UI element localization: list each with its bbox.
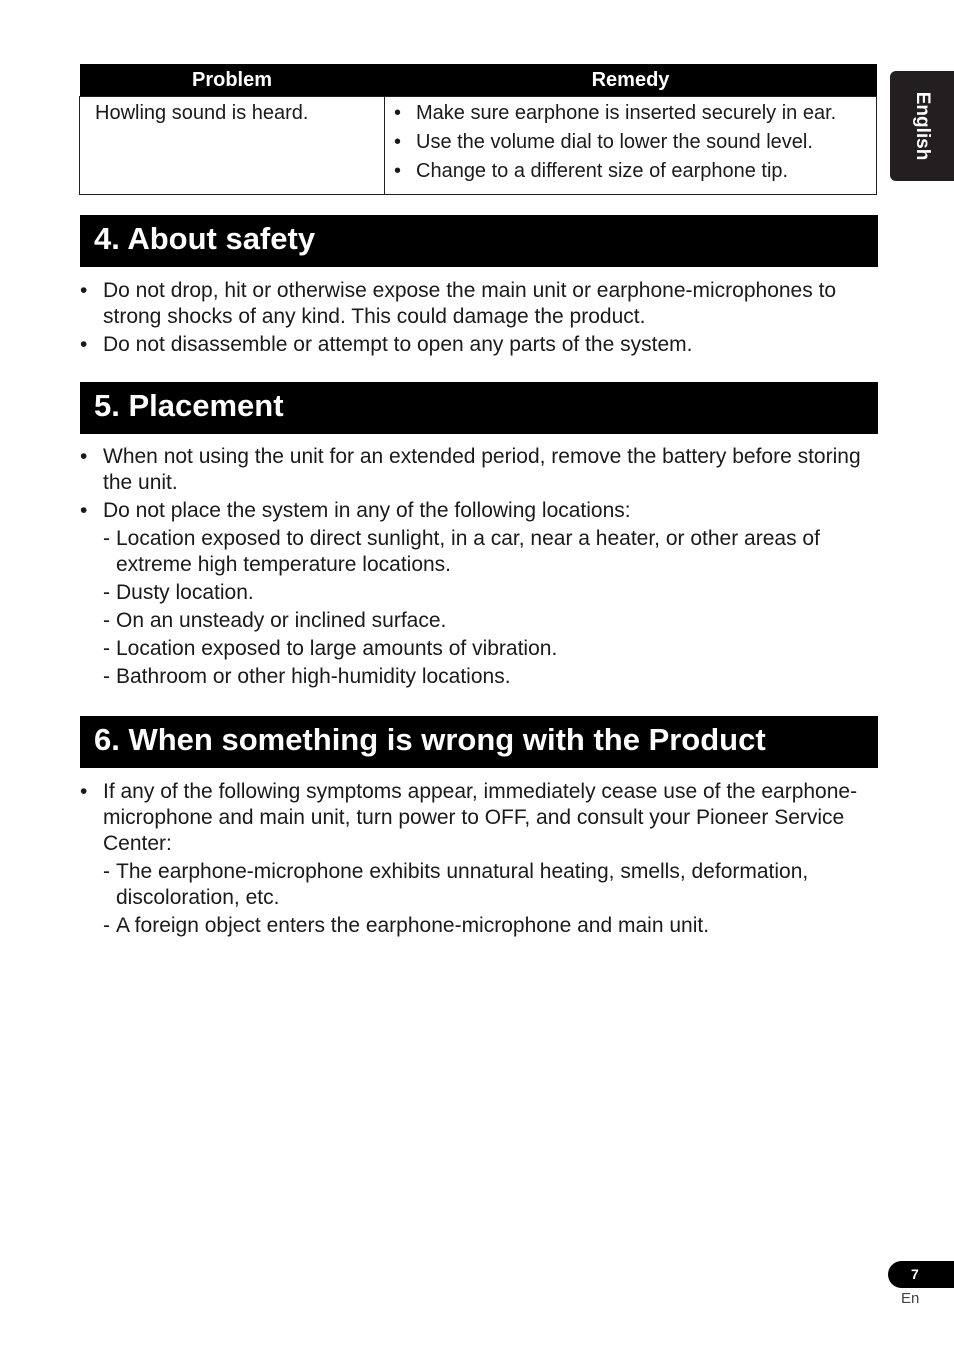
section-header-placement [80,382,878,434]
sublist-item: - Bathroom or other high-humidity locations. [103,664,880,690]
section-title: 6. When something is wrong with the Product [94,722,766,757]
language-tab-label: English [912,91,933,161]
sublist-item: - Location exposed to large amounts of vibration. [103,636,880,662]
remedy-item: • Change to a different size of earphone tip. [385,157,876,186]
remedy-item: • Use the volume dial to lower the sound level. [385,128,876,157]
malfunction-list [80,779,880,941]
page-number: 7 [911,1266,919,1282]
section-header-safety [80,215,878,267]
remedy-list [385,99,876,186]
sublist-item: - The earphone-microphone exhibits unnatural heating, smells, deformation, discoloration, etc. [103,859,880,911]
list-item: • When not using the unit for an extended period, remove the battery before storing the unit. [80,444,880,496]
sublist-item: - On an unsteady or inclined surface. [103,608,880,634]
troubleshooting-table [79,64,877,195]
page-language-label: En [901,1290,920,1307]
problem-column-header: Problem [80,64,385,97]
symptom-sublist [103,859,880,939]
section-title: 5. Placement [94,388,284,423]
list-item: • Do not drop, hit or otherwise expose the main unit or earphone-microphones to strong shocks of any kind. This could damage the product. [80,278,880,330]
table-header-row [80,64,877,97]
language-tab [890,71,954,181]
section-title: 4. About safety [94,221,316,256]
sublist-item: - A foreign object enters the earphone-microphone and main unit. [103,913,880,939]
section-header-malfunction [80,716,878,768]
sublist-item: - Location exposed to direct sunlight, in a car, near a heater, or other areas of extreme high temperature locations. [103,526,880,578]
page-number-badge [888,1261,954,1288]
list-item-text: Do not place the system in any of the following locations: [103,499,631,522]
remedy-column-header: Remedy [385,64,877,97]
list-item [80,498,880,690]
location-sublist [103,526,880,690]
problem-cell: Howling sound is heard. [80,97,385,195]
safety-list [80,278,880,360]
remedy-item: • Make sure earphone is inserted securely in ear. [385,99,876,128]
list-item: • Do not disassemble or attempt to open any parts of the system. [80,332,880,358]
sublist-item: - Dusty location. [103,580,880,606]
placement-list [80,444,880,692]
list-item-text: If any of the following symptoms appear, immediately cease use of the earphone-microphone and main unit, turn power to OFF, and consult your Pioneer Service Center: [103,780,858,855]
remedy-cell [385,97,877,195]
list-item [80,779,880,939]
table-row [80,97,877,195]
